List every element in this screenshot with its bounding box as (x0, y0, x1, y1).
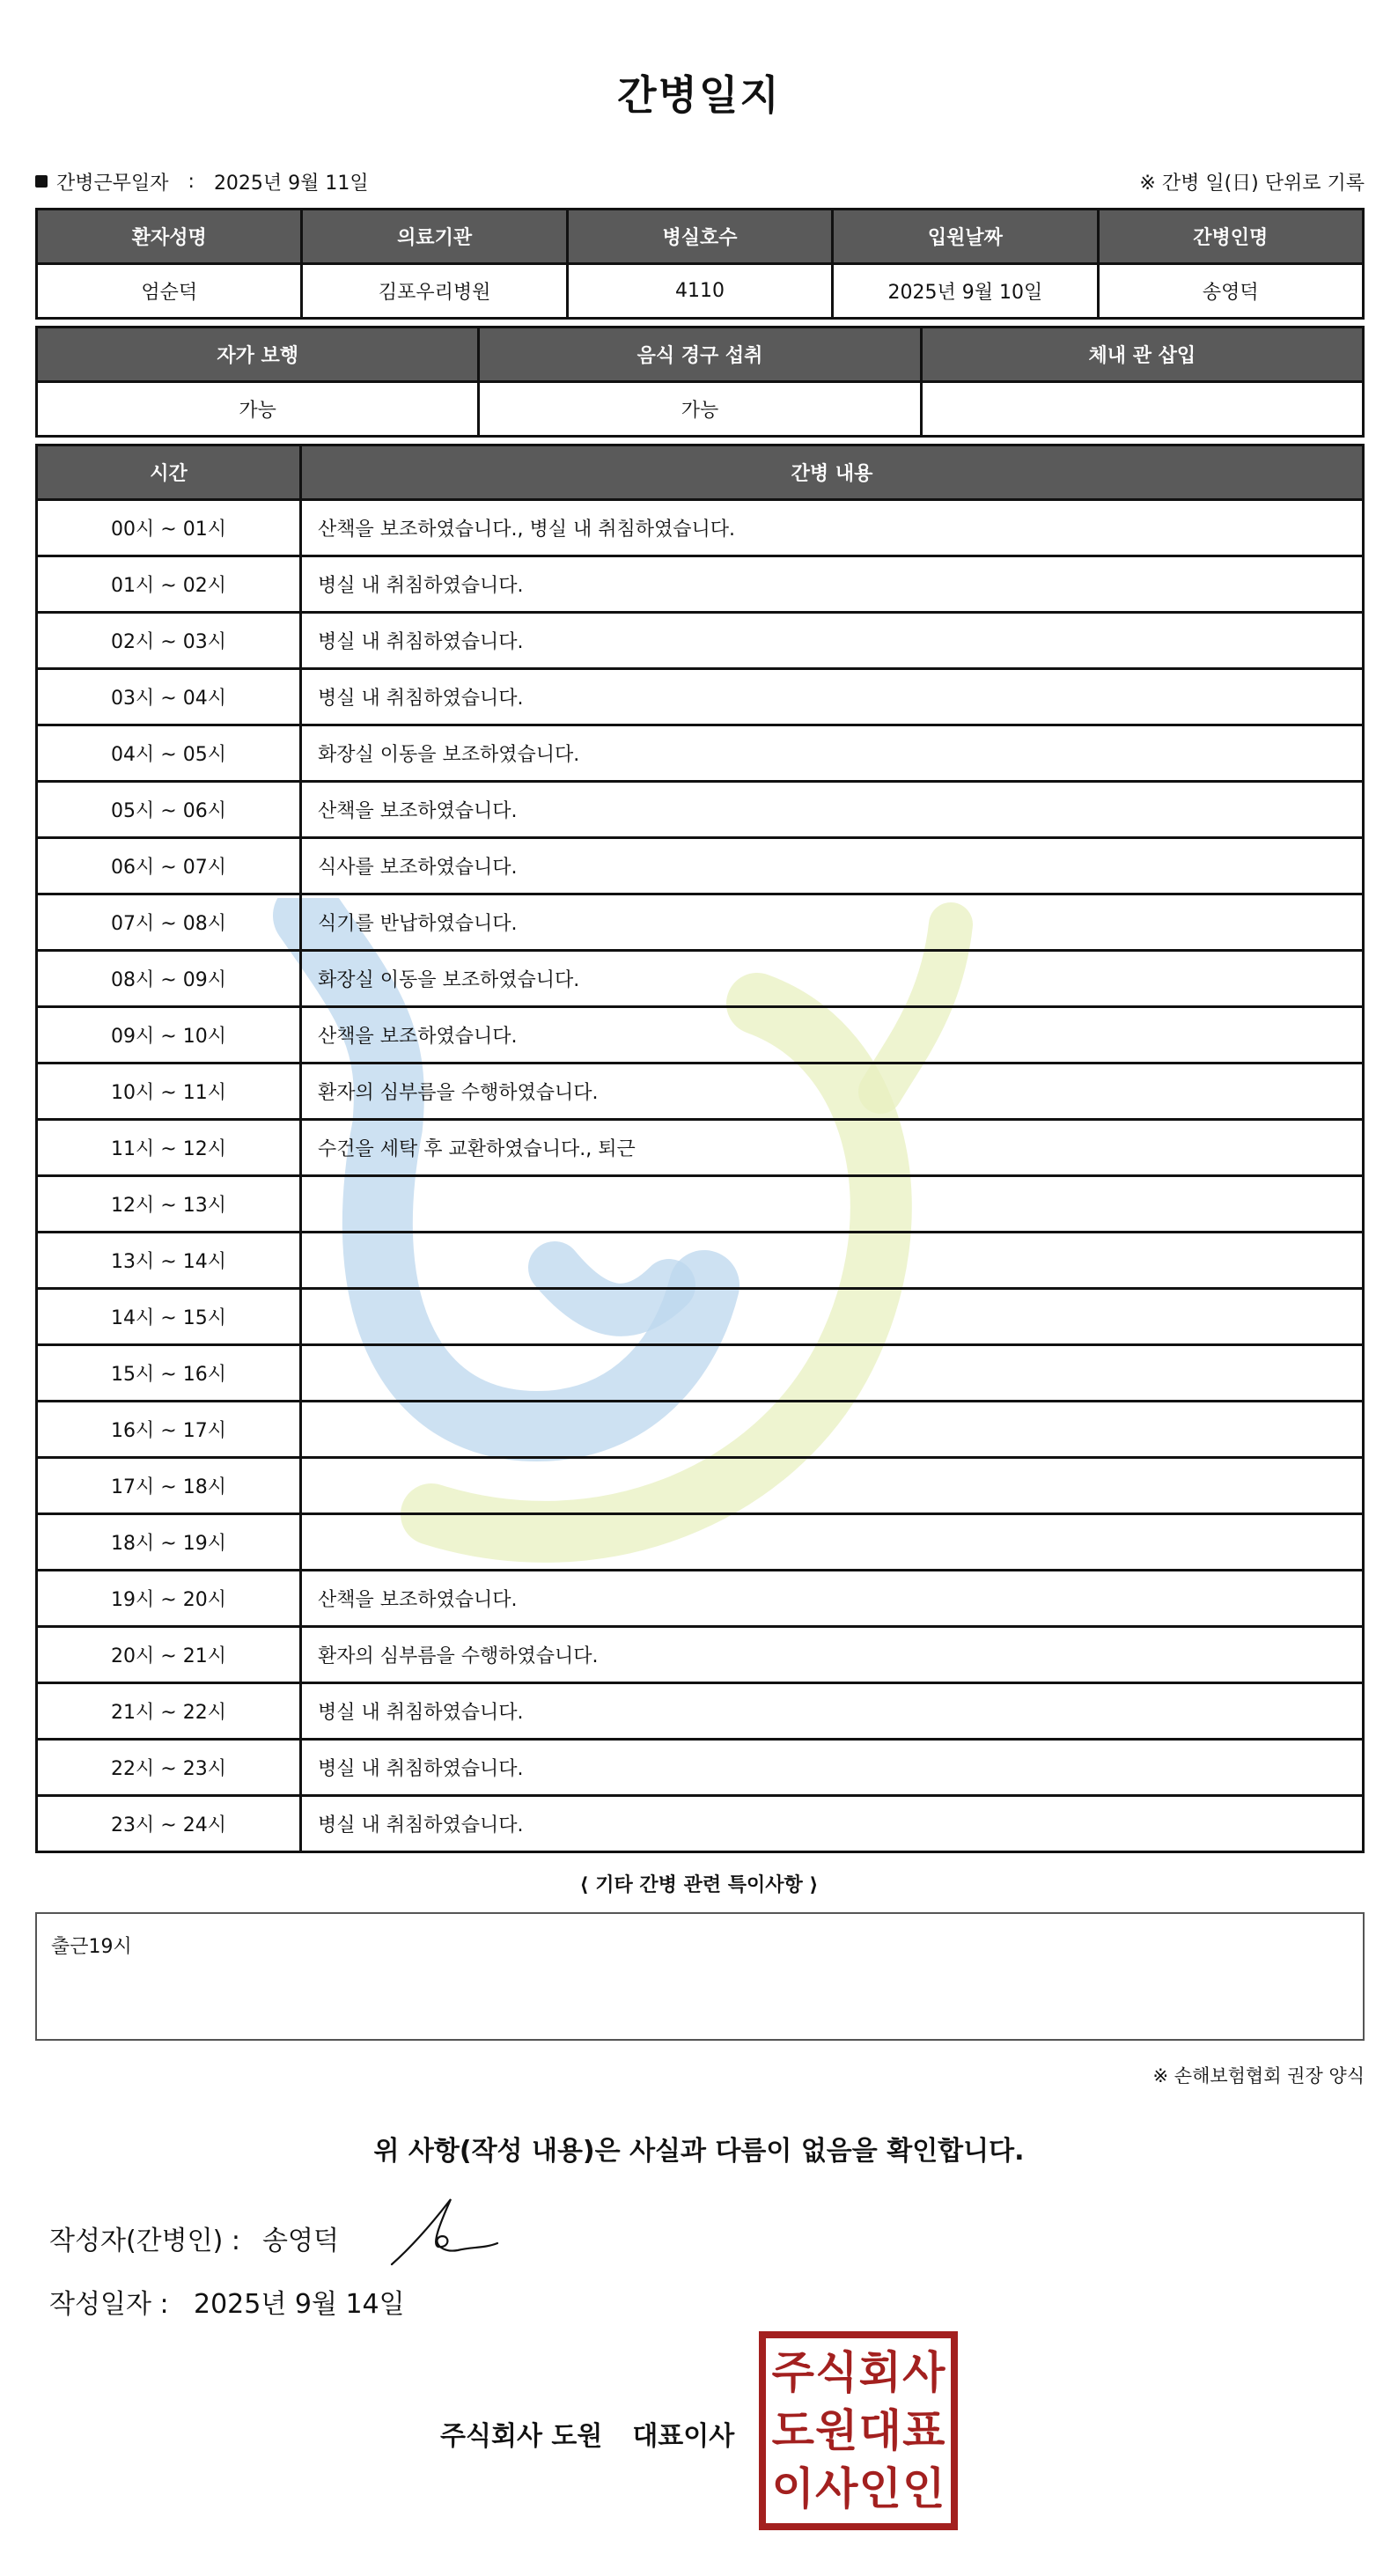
log-content: 병실 내 취침하였습니다. (301, 1683, 1364, 1740)
table-row (37, 782, 1364, 838)
log-time: 15시 ~ 16시 (37, 1345, 301, 1402)
log-content: 환자의 심부름을 수행하였습니다. (301, 1064, 1364, 1120)
table-row (37, 1007, 1364, 1064)
log-time: 21시 ~ 22시 (37, 1683, 301, 1740)
table-row (37, 1345, 1364, 1402)
header-medical-institution: 의료기관 (302, 210, 567, 264)
table-row (37, 1289, 1364, 1345)
log-content: 산책을 보조하였습니다. (301, 1007, 1364, 1064)
company-name: 주식회사 도원 (440, 2421, 603, 2452)
header-room-number: 병실호수 (567, 210, 832, 264)
work-date-colon: : (188, 170, 195, 193)
header-tube-insertion: 체내 관 삽입 (921, 328, 1363, 382)
table-row (37, 1458, 1364, 1514)
writer-row (49, 2219, 339, 2257)
meta-row (35, 164, 1365, 199)
status-header-row (37, 328, 1364, 382)
log-content: 병실 내 취침하였습니다. (301, 613, 1364, 669)
seal-char: 표 (902, 2405, 945, 2456)
log-content: 병실 내 취침하였습니다. (301, 1740, 1364, 1796)
log-time: 14시 ~ 15시 (37, 1289, 301, 1345)
header-self-walking: 자가 보행 (37, 328, 479, 382)
log-content: 화장실 이동을 보조하였습니다. (301, 725, 1364, 782)
room-number: 4110 (567, 264, 832, 319)
table-row (37, 1233, 1364, 1289)
table-row (37, 1740, 1364, 1796)
log-content: 산책을 보조하였습니다., 병실 내 취침하였습니다. (301, 500, 1364, 556)
company-signature-line (440, 2414, 734, 2453)
log-header-row (37, 445, 1364, 500)
seal-char: 도 (771, 2405, 814, 2456)
seal-char: 이 (771, 2463, 814, 2514)
log-content (301, 1233, 1364, 1289)
log-content (301, 1458, 1364, 1514)
patient-name: 엄순덕 (37, 264, 302, 319)
log-time: 13시 ~ 14시 (37, 1233, 301, 1289)
medical-institution: 김포우리병원 (302, 264, 567, 319)
header-caregiver-name: 간병인명 (1098, 210, 1363, 264)
work-date-value: 2025년 9월 11일 (213, 172, 369, 195)
notes-box (35, 1912, 1365, 2041)
seal-char: 회 (858, 2347, 901, 2398)
signature-icon (387, 2192, 502, 2271)
written-date-row (49, 2282, 405, 2321)
seal-char: 식 (815, 2347, 858, 2398)
admission-date: 2025년 9월 10일 (833, 264, 1098, 319)
log-time: 19시 ~ 20시 (37, 1571, 301, 1627)
bullet-icon (35, 175, 48, 188)
table-row (37, 838, 1364, 894)
table-row (37, 500, 1364, 556)
unit-note: ※ 간병 일(日) 단위로 기록 (1139, 172, 1365, 195)
log-time: 04시 ~ 05시 (37, 725, 301, 782)
header-patient-name: 환자성명 (37, 210, 302, 264)
log-content: 병실 내 취침하였습니다. (301, 1796, 1364, 1852)
log-content (301, 1345, 1364, 1402)
page-title: 간병일지 (617, 71, 781, 119)
table-row (37, 1571, 1364, 1627)
patient-status-table (35, 326, 1365, 438)
log-content: 식사를 보조하였습니다. (301, 838, 1364, 894)
log-rows (37, 500, 1364, 1852)
caregiver-name: 송영덕 (1098, 264, 1363, 319)
log-time: 03시 ~ 04시 (37, 669, 301, 725)
table-row (37, 1796, 1364, 1852)
log-time: 00시 ~ 01시 (37, 500, 301, 556)
log-content: 병실 내 취침하였습니다. (301, 669, 1364, 725)
header-time: 시간 (37, 445, 301, 500)
log-content (301, 1402, 1364, 1458)
info-value-row (37, 264, 1364, 319)
log-time: 07시 ~ 08시 (37, 894, 301, 951)
notes-text: 출근19시 (51, 1936, 132, 1958)
header-care-content: 간병 내용 (301, 445, 1364, 500)
table-row (37, 1683, 1364, 1740)
table-row (37, 613, 1364, 669)
log-time: 16시 ~ 17시 (37, 1402, 301, 1458)
table-row (37, 669, 1364, 725)
confirmation-statement: 위 사항(작성 내용)은 사실과 다름이 없음을 확인합니다. (373, 2136, 1025, 2167)
seal-char: 대 (858, 2405, 901, 2456)
table-row (37, 556, 1364, 613)
writer-label: 작성자(간병인) : (49, 2226, 240, 2256)
table-row (37, 894, 1364, 951)
writer-name: 송영덕 (262, 2226, 339, 2256)
written-date-label: 작성일자 : (49, 2289, 169, 2320)
table-row (37, 1514, 1364, 1571)
log-time: 12시 ~ 13시 (37, 1176, 301, 1233)
log-time: 02시 ~ 03시 (37, 613, 301, 669)
log-content: 수건을 세탁 후 교환하였습니다., 퇴근 (301, 1120, 1364, 1176)
log-content: 화장실 이동을 보조하였습니다. (301, 951, 1364, 1007)
care-log-table (35, 444, 1365, 1853)
header-oral-intake: 음식 경구 섭취 (479, 328, 921, 382)
info-header-row (37, 210, 1364, 264)
log-time: 01시 ~ 02시 (37, 556, 301, 613)
log-content: 산책을 보조하였습니다. (301, 782, 1364, 838)
log-content (301, 1176, 1364, 1233)
log-time: 23시 ~ 24시 (37, 1796, 301, 1852)
table-row (37, 1120, 1364, 1176)
log-time: 08시 ~ 09시 (37, 951, 301, 1007)
table-row (37, 951, 1364, 1007)
log-content: 병실 내 취침하였습니다. (301, 556, 1364, 613)
work-date-label: 간병근무일자 (56, 172, 169, 195)
seal-char: 인 (858, 2463, 901, 2514)
seal-char: 사 (902, 2347, 945, 2398)
notes-heading: ⟨ 기타 간병 관련 특이사항 ⟩ (579, 1874, 819, 1896)
log-time: 05시 ~ 06시 (37, 782, 301, 838)
log-content: 환자의 심부름을 수행하였습니다. (301, 1627, 1364, 1683)
company-title: 대표이사 (632, 2421, 735, 2452)
status-value-row (37, 382, 1364, 437)
seal-char: 주 (771, 2347, 814, 2398)
log-content: 식기를 반납하였습니다. (301, 894, 1364, 951)
work-date (35, 168, 369, 195)
seal-char: 사 (815, 2463, 858, 2514)
log-time: 11시 ~ 12시 (37, 1120, 301, 1176)
log-content (301, 1514, 1364, 1571)
form-source-note: ※ 손해보험협회 권장 양식 (1152, 2065, 1365, 2087)
table-row (37, 1176, 1364, 1233)
patient-info-table (35, 208, 1365, 320)
self-walking-value: 가능 (37, 382, 479, 437)
log-time: 17시 ~ 18시 (37, 1458, 301, 1514)
log-time: 10시 ~ 11시 (37, 1064, 301, 1120)
log-time: 22시 ~ 23시 (37, 1740, 301, 1796)
header-admission-date: 입원날짜 (833, 210, 1098, 264)
table-row (37, 1064, 1364, 1120)
written-date-value: 2025년 9월 14일 (194, 2289, 405, 2320)
oral-intake-value: 가능 (479, 382, 921, 437)
log-content: 산책을 보조하였습니다. (301, 1571, 1364, 1627)
log-time: 06시 ~ 07시 (37, 838, 301, 894)
table-row (37, 1402, 1364, 1458)
log-time: 09시 ~ 10시 (37, 1007, 301, 1064)
seal-char: 인 (902, 2463, 945, 2514)
tube-insertion-value (921, 382, 1363, 437)
log-time: 20시 ~ 21시 (37, 1627, 301, 1683)
table-row (37, 725, 1364, 782)
log-content (301, 1289, 1364, 1345)
table-row (37, 1627, 1364, 1683)
seal-char: 원 (815, 2405, 858, 2456)
company-seal-stamp (759, 2331, 958, 2530)
log-time: 18시 ~ 19시 (37, 1514, 301, 1571)
